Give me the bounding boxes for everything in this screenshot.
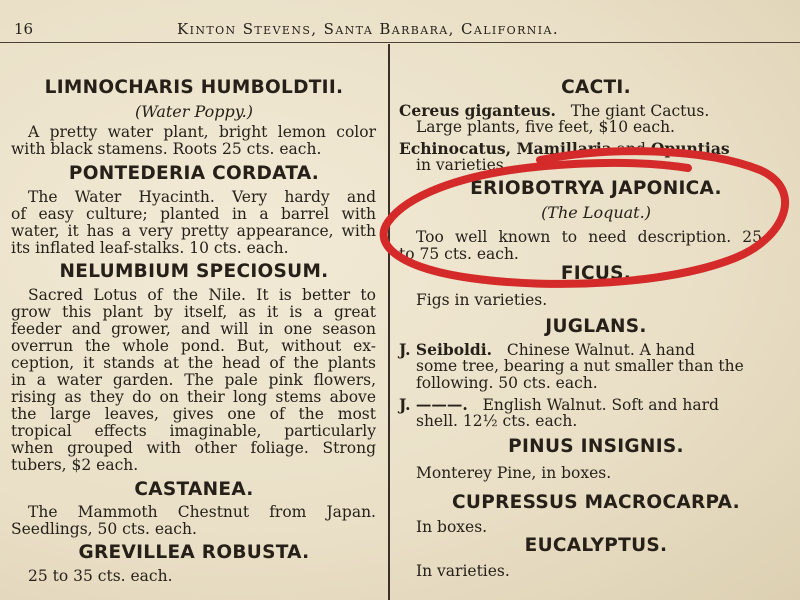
entry-title-pontederia: PONTEDERIA CORDATA. bbox=[68, 163, 320, 184]
entry-title-ficus: FICUS. bbox=[560, 263, 632, 284]
common-name-water-poppy: (Water Poppy.) bbox=[135, 102, 253, 121]
entry-title-pinus: PINUS INSIGNIS. bbox=[508, 436, 684, 457]
species-desc: The giant Cactus. bbox=[570, 102, 710, 120]
body-line: in varieties. bbox=[416, 156, 509, 174]
body-line: The Mammoth Chestnut from Japan. bbox=[28, 503, 376, 521]
conjunction: and bbox=[616, 140, 646, 158]
species-desc: English Walnut. Soft and hard bbox=[482, 396, 719, 414]
page-number: 16 bbox=[14, 20, 34, 38]
body-line: Large plants, five feet, $10 each. bbox=[416, 118, 675, 136]
body-line: in a water garden. The pale pink flowers, bbox=[11, 371, 376, 389]
left-column bbox=[0, 44, 388, 600]
column-divider bbox=[388, 44, 390, 600]
body-line: feeder and grower, and will in one season bbox=[11, 320, 376, 338]
header-rule bbox=[0, 42, 800, 43]
entry-title-cacti: CACTI. bbox=[561, 77, 631, 98]
body-line: water, it has a very pretty appearance, with bbox=[11, 222, 376, 240]
body-line: A pretty water plant, bright lemon color bbox=[28, 123, 376, 141]
body-line: to 75 cts. each. bbox=[399, 245, 519, 263]
body-line: overrun the whole pond. But, without ex- bbox=[11, 337, 376, 355]
body-line: some tree, bearing a nut smaller than the bbox=[416, 357, 744, 375]
body-line: The Water Hyacinth. Very hardy and bbox=[28, 188, 376, 206]
entry-title-eriobotrya: ERIOBOTRYA JAPONICA. bbox=[470, 178, 722, 199]
entry-title-limnocharis: LIMNOCHARIS HUMBOLDTII. bbox=[44, 77, 344, 98]
body-line: when grouped with other foliage. Strong bbox=[11, 439, 376, 457]
body-line: rising as they do on their long stems above bbox=[11, 388, 376, 406]
species-name: Cereus giganteus. bbox=[399, 101, 556, 120]
body-line: with black stamens. Roots 25 cts. each. bbox=[11, 140, 322, 158]
species-name: Echinocatus, Mamillaria bbox=[399, 139, 612, 158]
body-line: Seedlings, 50 cts. each. bbox=[11, 520, 197, 538]
entry-title-juglans: JUGLANS. bbox=[545, 316, 647, 337]
body-line: Too well known to need description. 25 bbox=[416, 228, 762, 246]
body-line: In boxes. bbox=[416, 518, 488, 536]
body-line: tubers, $2 each. bbox=[11, 456, 139, 474]
body-line: grow this plant by itself, as it is a great bbox=[11, 303, 376, 321]
right-column bbox=[392, 44, 800, 600]
page-header bbox=[0, 0, 800, 40]
body-line: shell. 12½ cts. each. bbox=[416, 412, 578, 430]
entry-title-eucalyptus: EUCALYPTUS. bbox=[524, 535, 668, 556]
entry-title-cupressus: CUPRESSUS MACROCARPA. bbox=[452, 492, 740, 513]
entry-title-nelumbium: NELUMBIUM SPECIOSUM. bbox=[59, 261, 329, 282]
entry-title-grevillea: GREVILLEA ROBUSTA. bbox=[78, 542, 310, 563]
body-line: tropical effects imaginable, particularly bbox=[11, 422, 376, 440]
body-line: following. 50 cts. each. bbox=[416, 374, 598, 392]
species-name: J. ———. bbox=[399, 395, 468, 414]
body-line: Figs in varieties. bbox=[416, 291, 548, 309]
body-line: ception, it stands at the head of the plants bbox=[11, 354, 376, 372]
body-line: Monterey Pine, in boxes. bbox=[416, 464, 612, 482]
body-line: In varieties. bbox=[416, 562, 510, 580]
body-line: Sacred Lotus of the Nile. It is better to bbox=[28, 286, 376, 304]
species-name: Opuntias bbox=[650, 139, 730, 158]
body-line: the large leaves, gives one of the most bbox=[11, 405, 376, 423]
species-desc: Chinese Walnut. A hand bbox=[506, 341, 695, 359]
body-line: its inflated leaf-stalks. 10 cts. each. bbox=[11, 239, 289, 257]
entry-title-castanea: CASTANEA. bbox=[134, 479, 254, 500]
running-title: Kinton Stevens, Santa Barbara, California. bbox=[177, 20, 560, 38]
body-line: 25 to 35 cts. each. bbox=[28, 567, 173, 585]
common-name-loquat: (The Loquat.) bbox=[541, 203, 651, 222]
species-name: J. Seiboldi. bbox=[399, 340, 493, 359]
body-line: of easy culture; planted in a barrel with bbox=[11, 205, 376, 223]
